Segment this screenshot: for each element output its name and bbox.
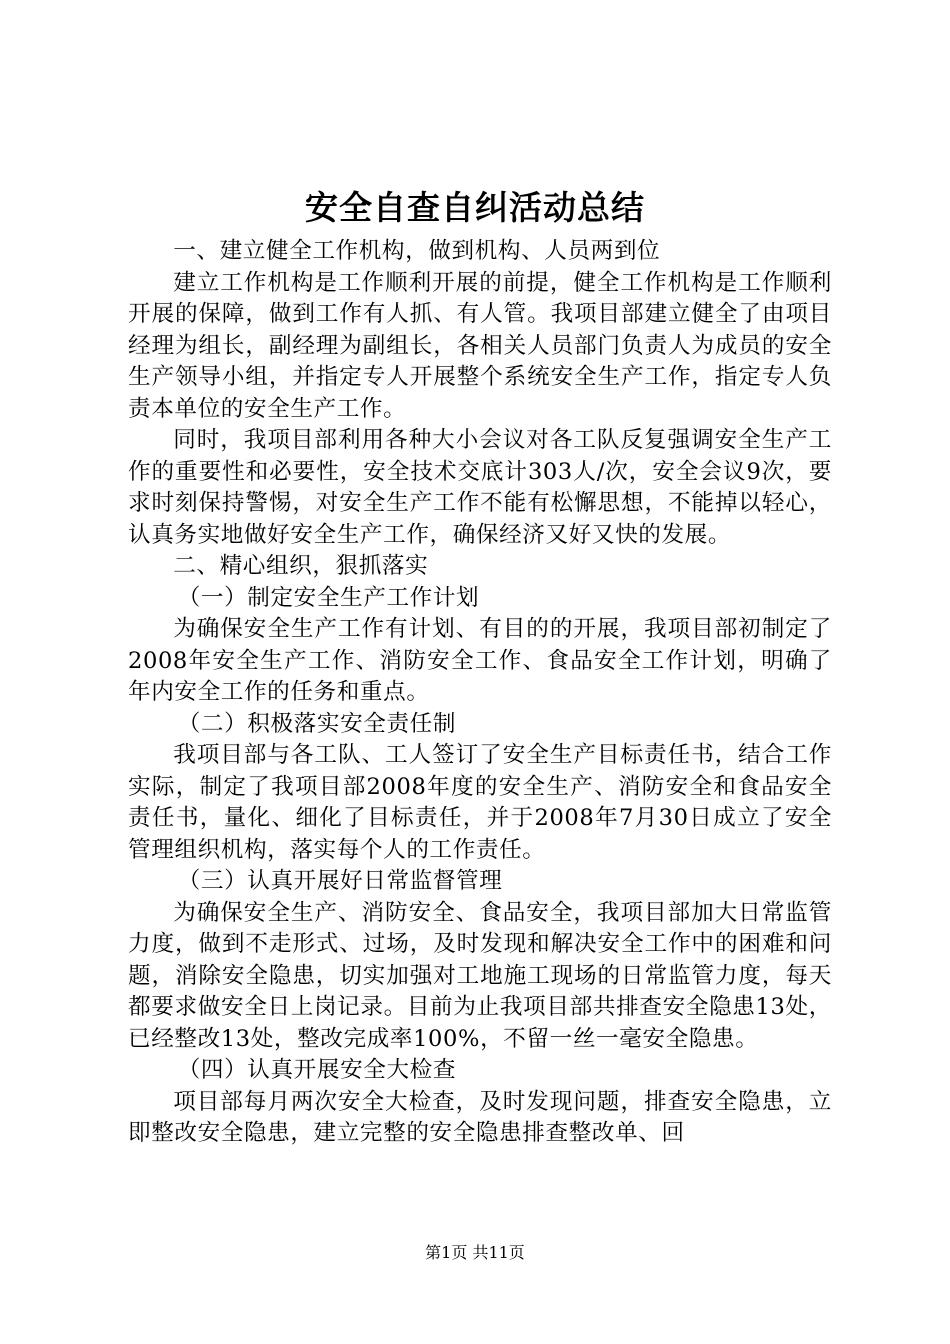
subsection-heading: （二）积极落实安全责任制 (177, 710, 457, 737)
body-paragraph: 建立工作机构是工作顺利开展的前提，健全工作机构是工作顺利开展的保障，做到工作有人抓、有人管。我项目部建立健全了由项目经理为组长，副经理为副组长，各相关人员部门负责人为成员的安全生产领导小组，并指定专人开展整个系统安全生产工作，指定专人负责本单位的安全生产工作。 (128, 269, 832, 422)
body-paragraph: 我项目部与各工队、工人签订了安全生产目标责任书，结合工作实际，制定了我项目部2008年度的安全生产、消防安全和食品安全责任书，量化、细化了目标责任，并于2008年7月30日成立了安全管理组织机构，落实每个人的工作责任。 (128, 742, 832, 863)
body-paragraph: 项目部每月两次安全大检查，及时发现问题，排查安全隐患，立即整改安全隐患，建立完整的安全隐患排查整改单、回 (128, 1088, 832, 1146)
subsection-heading: （四）认真开展安全大检查 (177, 1057, 457, 1083)
body-paragraph: 为确保安全生产工作有计划、有目的的开展，我项目部初制定了2008年安全生产工作、消防安全工作、食品安全工作计划，明确了年内安全工作的任务和重点。 (128, 616, 832, 705)
page-footer: 第1页 共11页 (425, 1243, 525, 1262)
subsection-heading: （三）认真开展好日常监督管理 (177, 868, 503, 894)
body-paragraph: 同时，我项目部利用各种大小会议对各工队反复强调安全生产工作的重要性和必要性，安全技术交底计303人/次，安全会议9次，要求时刻保持警惕，对安全生产工作不能有松懈思想，不能掉以轻心，认真务实地做好安全生产工作，确保经济又好又快的发展。 (128, 427, 832, 548)
section-heading: 二、精心组织，狠抓落实 (173, 553, 429, 579)
subsection-heading: （一）制定安全生产工作计划 (177, 584, 480, 611)
document-title: 安全自查自纠活动总结 (305, 188, 645, 227)
document-body (128, 236, 832, 1150)
body-paragraph: 为确保安全生产、消防安全、食品安全，我项目部加大日常监管力度，做到不走形式、过场，及时发现和解决安全工作中的困难和问题，消除安全隐患，切实加强对工地施工现场的日常监管力度，每天都要求做安全日上岗记录。目前为止我项目部共排查安全隐患13处，已经整改13处，整改完成率100%，不留一丝一毫安全隐患。 (128, 899, 832, 1052)
section-heading: 一、建立健全工作机构，做到机构、人员两到位 (173, 238, 661, 264)
